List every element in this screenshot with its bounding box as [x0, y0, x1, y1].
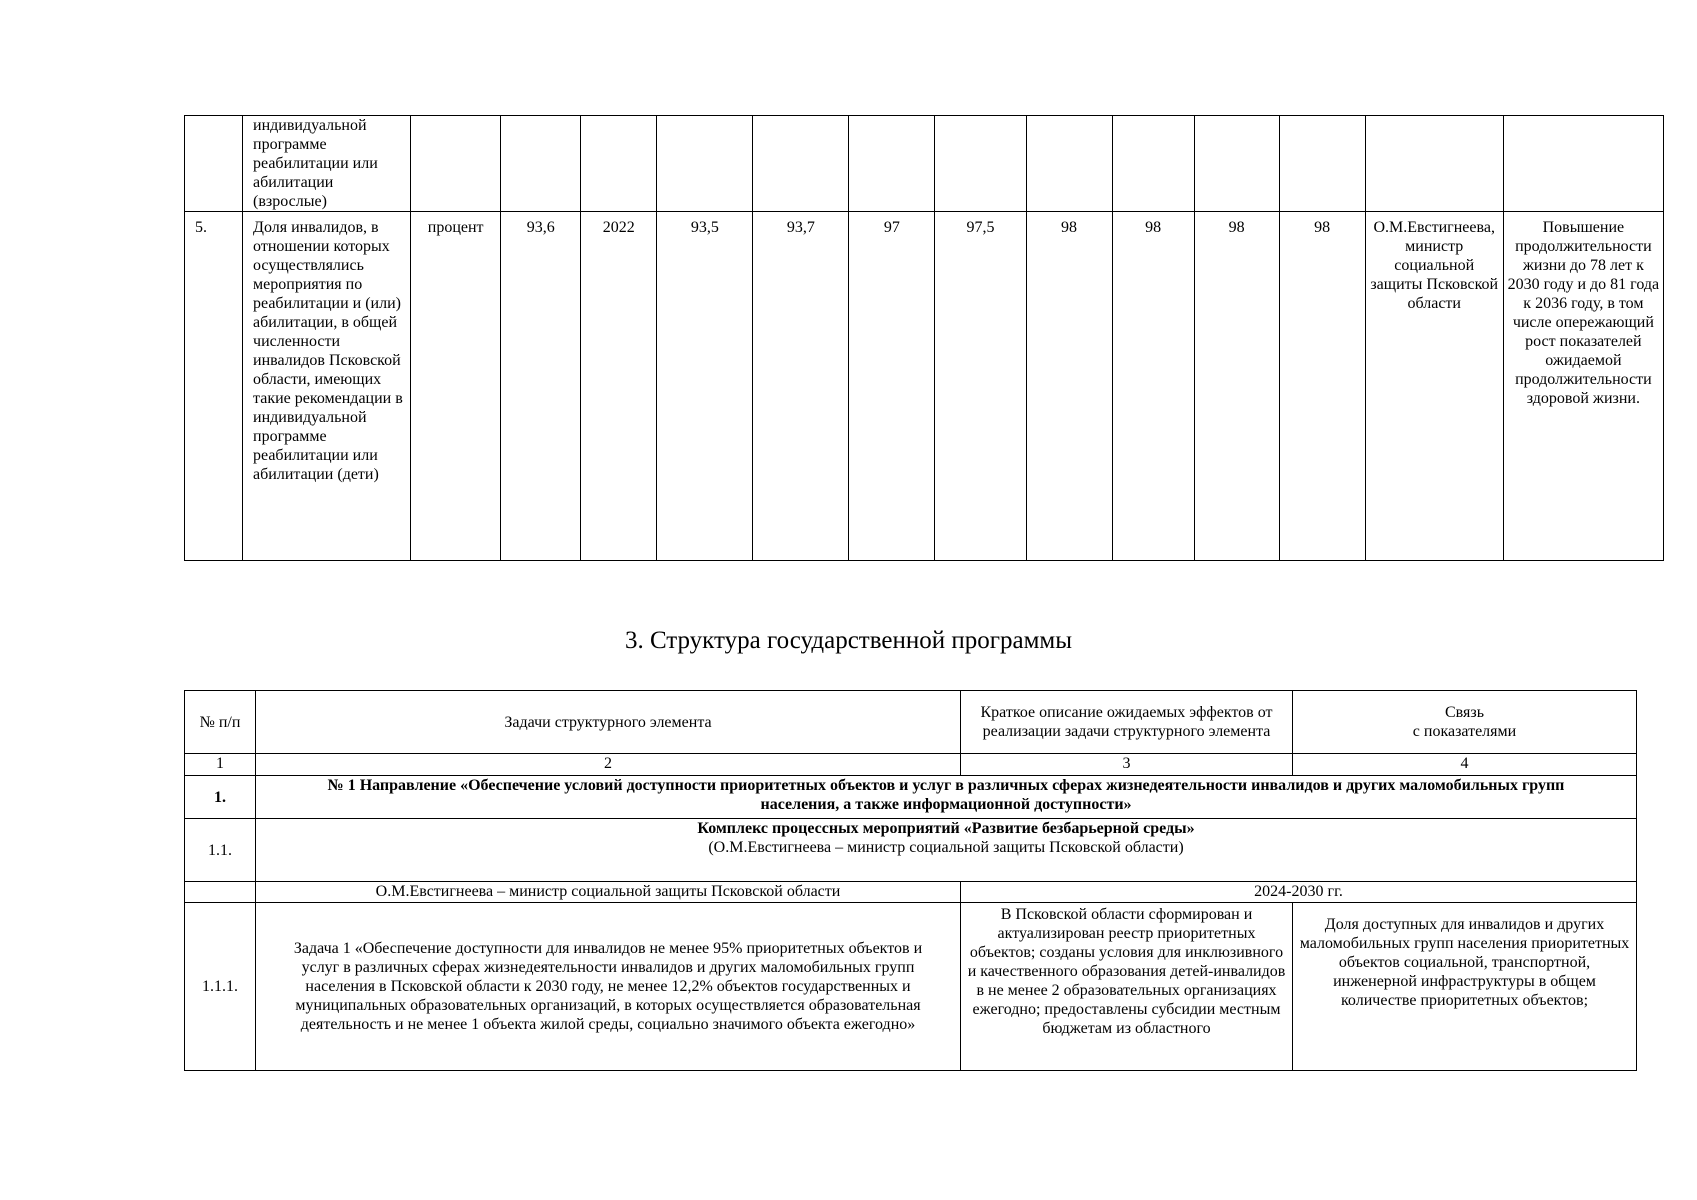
- direction-number: 1.: [185, 776, 256, 819]
- cell: [185, 882, 256, 903]
- value-cell: 93,5: [657, 212, 753, 561]
- cell: [849, 116, 935, 212]
- cell: [1365, 116, 1503, 212]
- implementation-period: 2024-2030 гг.: [961, 882, 1637, 903]
- column-number: 2: [256, 754, 961, 776]
- base-value-cell: 93,6: [501, 212, 581, 561]
- direction-row: [185, 776, 1637, 819]
- responsible-row: [185, 882, 1637, 903]
- unit-cell: процент: [411, 212, 501, 561]
- indicator-name-cell: индивидуальной программе реабилитации или абилитации (взрослые): [243, 116, 411, 212]
- header-indicators-line1: Связь: [1445, 704, 1484, 721]
- base-year-cell: 2022: [581, 212, 657, 561]
- cell: [1503, 116, 1663, 212]
- cell: [501, 116, 581, 212]
- value-cell: 98: [1194, 212, 1279, 561]
- cell: [753, 116, 849, 212]
- value-cell: 93,7: [753, 212, 849, 561]
- value-cell: 98: [1026, 212, 1112, 561]
- row-number-cell: 5.: [185, 212, 243, 561]
- column-number: 4: [1293, 754, 1637, 776]
- task-text: Задача 1 «Обеспечение доступности для инвалидов не менее 95% приоритетных объектов и услуг в различных сферах жизнедеятельности инвалидов и других маломобильных групп населения в Псковской области к 2030 году, не менее 12,2% объектов государственных и муниципальных образовательных организаций, в которых осуществляется образовательная деятельность и не менее 1 объекта жилой среды, социально значимого объекта ежегодно»: [256, 903, 961, 1071]
- header-number: № п/п: [185, 691, 256, 754]
- header-effects: Краткое описание ожидаемых эффектов от реализации задачи структурного элемента: [961, 691, 1293, 754]
- complex-subtitle: (О.М.Евстигнеева – министр социальной защиты Псковской области): [708, 839, 1184, 856]
- column-number-row: [185, 754, 1637, 776]
- column-number: 3: [961, 754, 1293, 776]
- value-cell: 97: [849, 212, 935, 561]
- task-indicators: Доля доступных для инвалидов и других маломобильных групп населения приоритетных объектов социальной, транспортной, инженерной инфраструктуры в общем количестве приоритетных объектов;: [1293, 903, 1637, 1071]
- column-number: 1: [185, 754, 256, 776]
- value-cell: 98: [1112, 212, 1194, 561]
- value-cell: 98: [1279, 212, 1365, 561]
- indicators-table: [184, 115, 1664, 561]
- complex-row: [185, 819, 1637, 882]
- responsible-person: О.М.Евстигнеева – министр социальной защиты Псковской области: [256, 882, 961, 903]
- cell: [185, 116, 243, 212]
- task-effects: В Псковской области сформирован и актуализирован реестр приоритетных объектов; созданы условия для инклюзивного и качественного образования детей-инвалидов в не менее 2 образовательных организациях ежегодно; предоставлены субсидии местным бюджетам из областного: [961, 903, 1293, 1071]
- cell: [581, 116, 657, 212]
- responsible-cell: О.М.Евстигнеева, министр социальной защиты Псковской области: [1365, 212, 1503, 561]
- header-indicators-line2: с показателями: [1412, 723, 1517, 740]
- header-row: [185, 691, 1637, 754]
- cell: [1026, 116, 1112, 212]
- complex-number: 1.1.: [185, 819, 256, 882]
- cell: [1194, 116, 1279, 212]
- table-row-continued: [185, 116, 1664, 212]
- cell: [1279, 116, 1365, 212]
- task-number: 1.1.1.: [185, 903, 256, 1071]
- header-tasks: Задачи структурного элемента: [256, 691, 961, 754]
- complex-cell: [256, 819, 1637, 882]
- cell: [657, 116, 753, 212]
- cell: [1112, 116, 1194, 212]
- complex-title: Комплекс процессных мероприятий «Развитие безбарьерной среды»: [697, 820, 1195, 837]
- value-cell: 97,5: [935, 212, 1026, 561]
- indicator-name-cell: Доля инвалидов, в отношении которых осуществлялись мероприятия по реабилитации и (или) абилитации, в общей численности инвалидов Псковской области, имеющих такие рекомендации в индивидуальной программе реабилитации или абилитации (дети): [243, 212, 411, 561]
- section-title: 3. Структура государственной программы: [624, 627, 1073, 654]
- task-row: [185, 903, 1637, 1071]
- program-structure-table: [184, 690, 1637, 1071]
- header-indicators: [1293, 691, 1637, 754]
- cell: [411, 116, 501, 212]
- direction-title: № 1 Направление «Обеспечение условий доступности приоритетных объектов и услуг в различных сферах жизнедеятельности инвалидов и других маломобильных групп населения, а также информационной доступности»: [256, 776, 1637, 819]
- table-row-5: [185, 212, 1664, 561]
- cell: [935, 116, 1026, 212]
- link-cell: Повышение продолжительности жизни до 78 лет к 2030 году и до 81 года к 2036 году, в том числе опережающий рост показателей ожидаемой продолжительности здоровой жизни.: [1503, 212, 1663, 561]
